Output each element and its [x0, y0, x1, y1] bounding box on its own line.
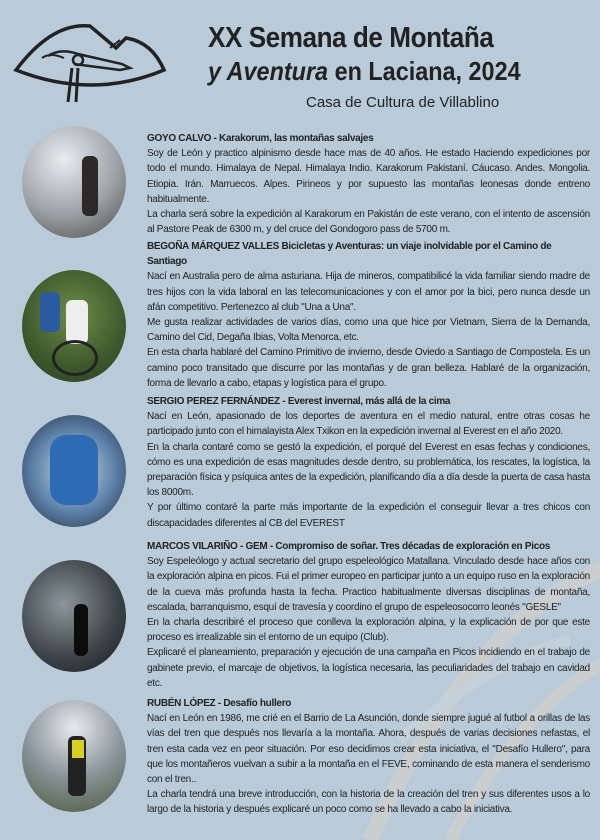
talk-paragraph: La charla tendrá una breve introducción, con la historia de la creación del tren y sus diferentes usos a lo largo de la historia y después explicaré un poco como se ha llevado a cabo la iniciativa.: [147, 789, 590, 816]
speaker-photo-marcos-vilarino: [22, 560, 126, 672]
talk-ruben-lopez: [147, 696, 590, 818]
talk-heading: BEGOÑA MÁRQUEZ VALLES Bicicletas y Aventuras: un viaje inolvidable por el Camino de Santiago: [147, 241, 552, 268]
talk-goyo-calvo: [147, 131, 590, 237]
talk-paragraph: Y por último contaré la parte más importante de la expedición el conseguir llevar a tres chicos con discapacidades diferentes al CB del EVEREST: [147, 502, 590, 529]
talk-paragraph: Nací en León, apasionado de los deportes de aventura en el medio natural, entre otras cosas he participado junto con el himalayista Alex Txikon en la expedición invernal al Everest en el año 2020.: [147, 411, 590, 438]
talk-paragraph: En esta charla hablaré del Camino Primitivo de invierno, desde Oviedo a Santiago de Compostela. Es un camino poco transitado que discurre por las montañas y de gran belleza. Hablaré de la organización, forma de llevarlo a cabo, etapas y logística para el grupo.: [147, 347, 590, 389]
talk-paragraph: Me gusta realizar actividades de varios días, como una que hice por Vietnam, Sierra de la Demanda, Camino del Cid, Degaña Ibias, Volta Menorca, etc.: [147, 317, 590, 344]
speaker-photo-begona-marquez: [22, 270, 126, 382]
speaker-photo-goyo-calvo: [22, 126, 126, 238]
talk-paragraph: Nací en Australia pero de alma asturiana. Hija de mineros, compatibilicé la vida familiar siendo madre de tres hijos con la vida laboral en las telecomunicaciones y con el amor por la bici, pero nunca desde un afán competitivo. Pertenezco al club "Una a Una".: [147, 271, 590, 313]
talk-begona-marquez: [147, 239, 590, 391]
talk-paragraph: Nací en León en 1986, me crié en el Barrio de La Asunción, donde siempre jugué al futbol a orillas de las vías del tren que después nos llevaría a la montaña. Ahora, después de varias decisiones nefastas, el tren esta cada vez en peor situación. Por eso decidimos crear esta iniciativa, el "Desafío Hullero", para que los montañeros vuelvan a subir a la montaña en el FEVE, cominando de esta manera el senderismo con el tren..: [147, 713, 590, 786]
talk-paragraph: La charla será sobre la expedición al Karakorum en Pakistán de este verano, con el intento de ascensión al Pastore Peak de 6300 m, y del cruce del Gondogoro pass de 5700 m.: [147, 209, 590, 236]
talk-paragraph: Explicaré el planeamiento, preparación y ejecución de una campaña en Picos incidiendo en el trabajo de gabinete previo, el marcaje de objetivos, la logística necesaria, las peculiaridades del trabajo en cavidad etc.: [147, 647, 590, 689]
poster-subtitle: [208, 56, 521, 87]
talk-sergio-perez: [147, 394, 590, 531]
talk-paragraph: En la charla describiré el proceso que conlleva la exploración alpina, y la explicación de por que este proceso es irrealizable sin el entorno de un equipo (Club).: [147, 617, 590, 644]
talk-heading: SERGIO PEREZ FERNÁNDEZ - Everest invernal, más allá de la cima: [147, 396, 451, 407]
talk-marcos-vilarino: [147, 539, 590, 691]
speaker-photo-sergio-perez: [22, 415, 126, 527]
subtitle-rest: en Laciana, 2024: [328, 56, 521, 86]
talk-heading: RUBÉN LÓPEZ - Desafío hullero: [147, 698, 292, 709]
venue: Casa de Cultura de Villablino: [306, 94, 500, 111]
talk-paragraph: Soy Espeleólogo y actual secretario del grupo espeleológico Matallana. Vinculado desde hace años con la exploración alpina en picos. Fui el primer europeo en participar junto a un equipo ruso en la exploración de la cueva más profunda hasta la fecha. Practico habitualmente diversas disciplinas de montaña, escalada, barranquismo, esquí de travesía y coordino el grupo de espeleosocorro leonés "GESLE": [147, 556, 590, 613]
mountain-ice-axe-logo: [12, 12, 168, 102]
talk-heading: MARCOS VILARIÑO - GEM - Compromiso de soñar. Tres décadas de exploración en Picos: [147, 541, 551, 552]
talk-paragraph: Soy de León y practico alpinismo desde hace mas de 40 años. He estado Haciendo expediciones por todo el mundo. Himalaya de Nepal. Himalaya Indio. Karakorum Pakistaní. Cáucaso. Andes. Mongolia. Etiopia. Irán. Marruecos. Alpes. Pirineos y por supuesto las montañas leonesas donde entreno habitualmente.: [147, 148, 590, 205]
talk-heading: GOYO CALVO - Karakorum, las montañas salvajes: [147, 133, 374, 144]
talk-paragraph: En la charla contaré como se gestó la expedición, el porqué del Everest en esas fechas y condiciones, cómo es una expedición de esas magnitudes desde dentro, su problemática, los rescates, la logística, la preparación física y psíquica antes de la expedición, planificando día a día desde la puerta de casa hasta los 8000m.: [147, 441, 590, 499]
poster-title: XX Semana de Montaña: [208, 22, 494, 54]
speaker-photo-ruben-lopez: [22, 700, 126, 812]
subtitle-italic: y Aventura: [208, 56, 329, 86]
